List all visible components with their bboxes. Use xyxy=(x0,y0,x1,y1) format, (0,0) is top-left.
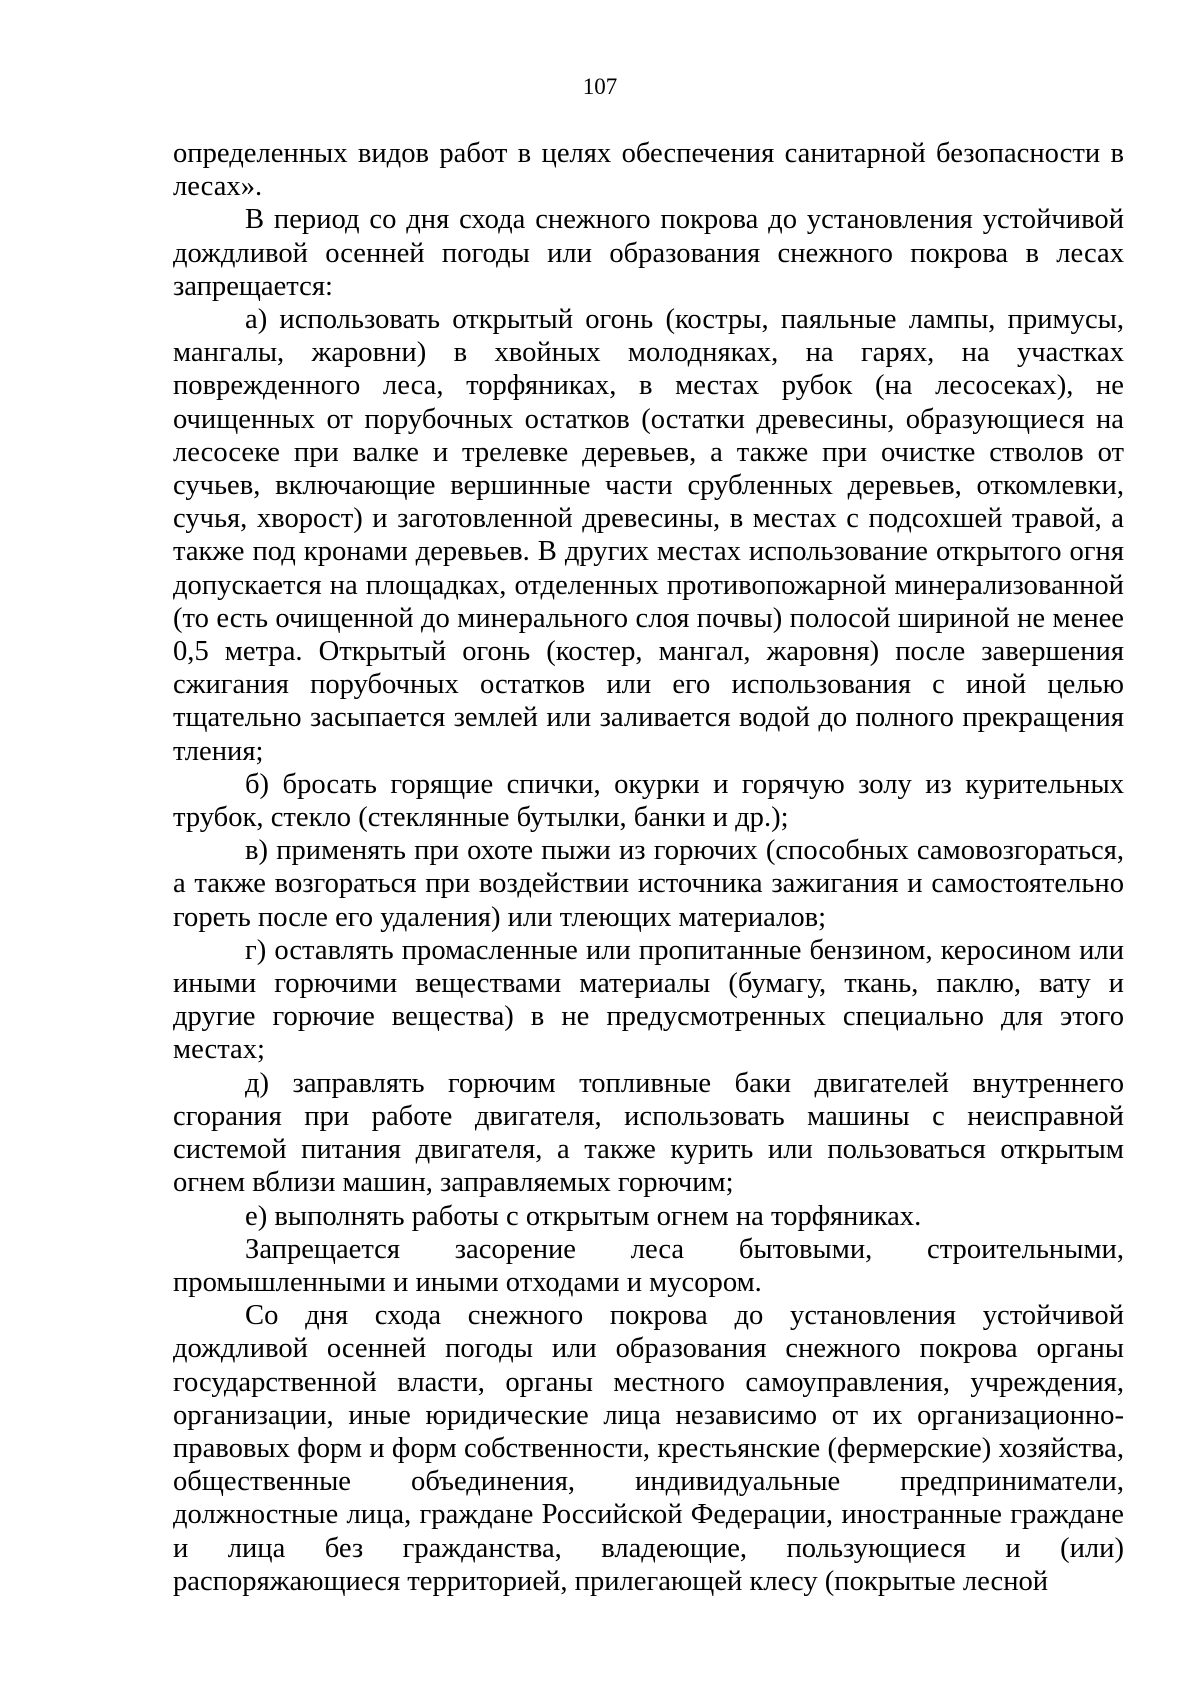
paragraph: а) использовать открытый огонь (костры, паяльные лампы, примусы, мангалы, жаровни) в хвойных молодняках, на гарях, на участках поврежденного леса, торфяниках, в местах рубок (на лесосеках), не очищенных от порубочных остатков (остатки древесины, образующиеся на лесосеке при валке и трелевке деревьев, а также при очистке стволов от сучьев, включающие вершинные части срубленных деревьев, откомлевки, сучья, хворост) и заготовленной древесины, в местах с подсохшей травой, а также под кронами деревьев. В других местах использование открытого огня допускается на площадках, отделенных противопожарной минерализованной (то есть очищенной до минерального слоя почвы) полосой шириной не менее 0,5 метра. Открытый огонь (костер, мангал, жаровня) после завершения сжигания порубочных остатков или его использования с иной целью тщательно засыпается землей или заливается водой до полного прекращения тления; xyxy=(173,304,1124,767)
paragraph: В период со дня схода снежного покрова до установления устойчивой дождливой осенней погоды или образования снежного покрова в лесах запрещается: xyxy=(173,204,1124,302)
paragraph: в) применять при охоте пыжи из горючих (способных самовозгораться, а также возгораться при воздействии источника зажигания и самостоятельно гореть после его удаления) или тлеющих материалов; xyxy=(173,835,1124,933)
paragraph: определенных видов работ в целях обеспечения санитарной безопасности в лесах». xyxy=(173,138,1124,203)
page-number: 107 xyxy=(582,74,618,99)
paragraph: б) бросать горящие спички, окурки и горячую золу из курительных трубок, стекло (стеклянные бутылки, банки и др.); xyxy=(173,768,1124,834)
paragraph: г) оставлять промасленные или пропитанные бензином, керосином или иными горючими веществами материалы (бумагу, ткань, паклю, вату и другие горючие вещества) в не предусмотренных специально для этого местах; xyxy=(173,934,1124,1066)
paragraph: е) выполнять работы с открытым огнем на торфяниках. xyxy=(245,1200,922,1232)
paragraph: Запрещается засорение леса бытовыми, строительными, промышленными и иными отходами и мусором. xyxy=(173,1233,1124,1298)
document-body xyxy=(173,137,1124,1598)
paragraph: Со дня схода снежного покрова до установления устойчивой дождливой осенней погоды или образования снежного покрова органы государственной власти, органы местного самоуправления, учреждения, организации, иные юридические лица независимо от их организационно-правовых форм и форм собственности, крестьянские (фермерские) хозяйства, общественные объединения, индивидуальные предприниматели, должностные лица, граждане Российской Федерации, иностранные граждане и лица без гражданства, владеющие, пользующиеся и (или) распоряжающиеся территорией, прилегающей клесу (покрытые лесной xyxy=(173,1300,1124,1597)
paragraph: д) заправлять горючим топливные баки двигателей внутреннего сгорания при работе двигателя, использовать машины с неисправной системой питания двигателя, а также курить или пользоваться открытым огнем вблизи машин, заправляемых горючим; xyxy=(173,1067,1124,1199)
